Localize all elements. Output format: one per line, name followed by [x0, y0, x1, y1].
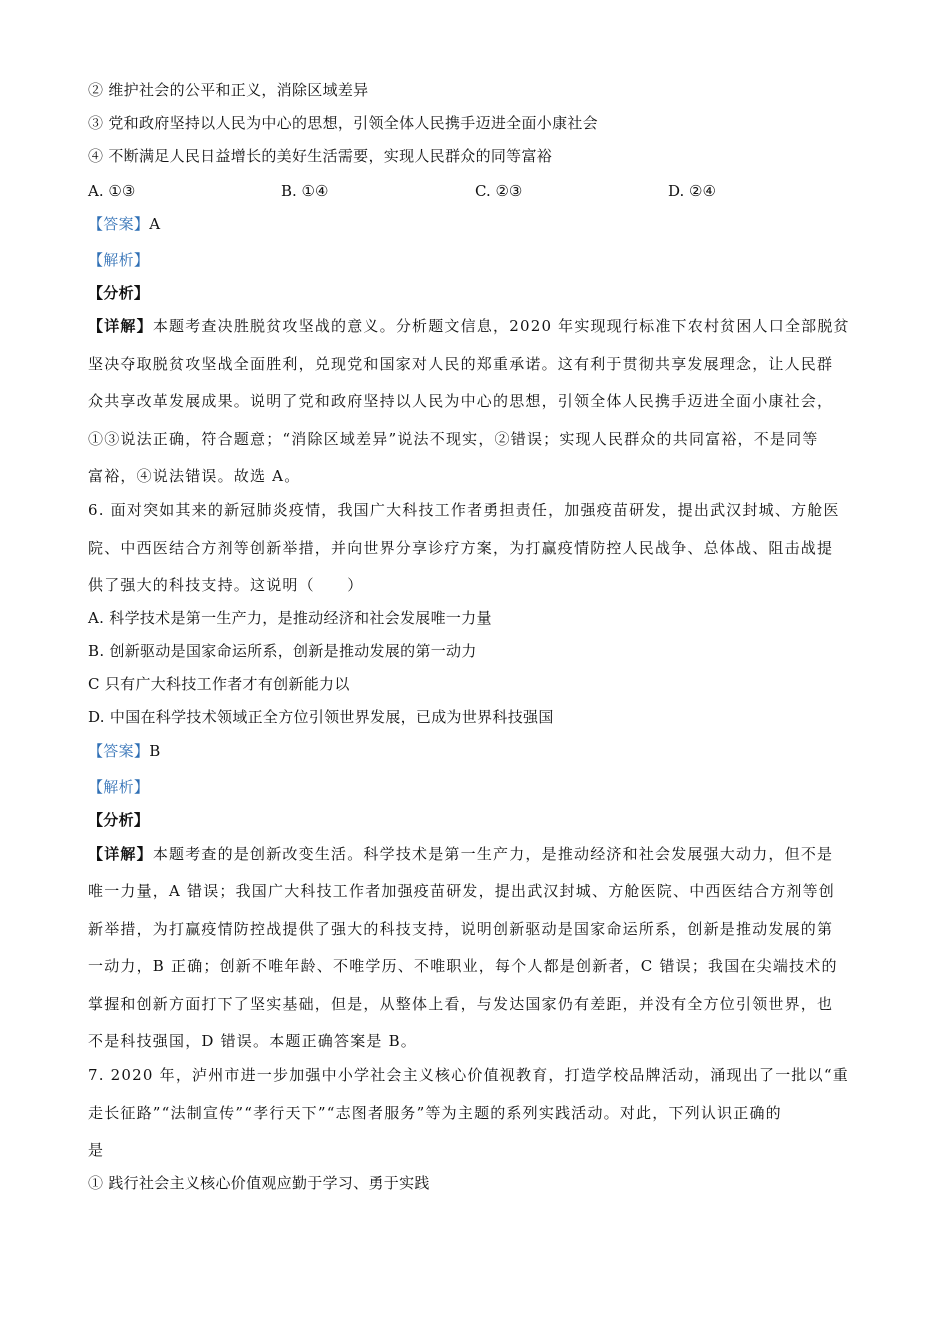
q5-statement-2: ② 维护社会的公平和正义，消除区域差异 [88, 81, 369, 99]
q7-stem-line-1: 7. 2020 年，泸州市进一步加强中小学社会主义核心价值视教育，打造学校品牌活动，涌现出了一批以“重 [88, 1066, 849, 1084]
q5-xiangjie-line-5: 富裕，④说法错误。故选 A。 [88, 467, 301, 485]
q6-option-b: B. 创新驱动是国家命运所系，创新是推动发展的第一动力 [88, 642, 477, 660]
q6-xiangjie-line-4: 一动力，B 正确；创新不唯年龄、不唯学历、不唯职业，每个人都是创新者，C 错误；我国在尖端技术的 [88, 957, 838, 975]
q5-statement-3: ③ 党和政府坚持以人民为中心的思想，引领全体人民携手迈进全面小康社会 [88, 114, 598, 132]
answer-value: B [149, 742, 161, 760]
q5-jiexi-tag: 【解析】 [88, 251, 150, 269]
q5-xiangjie-line-3: 众共享改革发展成果。说明了党和政府坚持以人民为中心的思想，引领全体人民携手迈进全面小康社会， [88, 392, 834, 410]
q6-option-c: C 只有广大科技工作者才有创新能力以 [88, 675, 350, 693]
q6-jiexi-tag: 【解析】 [88, 778, 150, 796]
answer-tag: 【答案】 [88, 742, 150, 760]
q6-xiangjie-line-3: 新举措，为打赢疫情防控战提供了强大的科技支持，说明创新驱动是国家命运所系，创新是推动发展的第 [88, 920, 834, 938]
q5-answer [88, 214, 160, 234]
q7-stem-line-3: 是 [88, 1141, 105, 1159]
xiangjie-tag: 【详解】 [88, 317, 153, 335]
q7-stem-line-2: 走长征路”“法制宣传”“孝行天下”“志图者服务”等为主题的系列实践活动。对此，下列认识正确的 [88, 1104, 782, 1122]
q6-stem-line-1: 6. 面对突如其来的新冠肺炎疫情，我国广大科技工作者勇担责任，加强疫苗研发，提出武汉封城、方舱医 [88, 501, 840, 519]
q5-xiangjie-line-4: ①③说法正确，符合题意；“消除区域差异”说法不现实，②错误；实现人民群众的共同富裕，不是同等 [88, 430, 819, 448]
q5-xiangjie-line-1: 【详解】本题考查决胜脱贫攻坚战的意义。分析题文信息，2020 年实现现行标准下农村贫困人口全部脱贫 [88, 317, 850, 335]
q7-statement-1: ① 践行社会主义核心价值观应勤于学习、勇于实践 [88, 1174, 430, 1192]
q5-option-c: C. ②③ [475, 182, 523, 200]
q6-xiangjie-line-5: 掌握和创新方面打下了坚实基础，但是，从整体上看，与发达国家仍有差距，并没有全方位引领世界，也 [88, 995, 834, 1013]
q5-fenxi-tag: 【分析】 [88, 284, 150, 302]
answer-tag: 【答案】 [88, 215, 150, 233]
q6-fenxi-tag: 【分析】 [88, 811, 150, 829]
q6-stem-line-3: 供了强大的科技支持。这说明（ ） [88, 576, 364, 594]
q5-option-b: B. ①④ [281, 182, 329, 200]
q6-option-a: A. 科学技术是第一生产力，是推动经济和社会发展唯一力量 [88, 609, 492, 627]
q5-statement-4: ④ 不断满足人民日益增长的美好生活需要，实现人民群众的同等富裕 [88, 147, 553, 165]
q6-answer [88, 741, 161, 761]
xiangjie-tag: 【详解】 [88, 845, 153, 863]
q6-xiangjie-line-1: 【详解】本题考查的是创新改变生活。科学技术是第一生产力，是推动经济和社会发展强大动力，但不是 [88, 845, 834, 863]
q6-xiangjie-line-6: 不是科技强国，D 错误。本题正确答案是 B。 [88, 1032, 417, 1050]
q5-option-a: A. ①③ [88, 182, 136, 200]
q5-option-d: D. ②④ [668, 182, 716, 200]
q5-xiangjie-line-2: 坚决夺取脱贫攻坚战全面胜利，兑现党和国家对人民的郑重承诺。这有利于贯彻共享发展理念，让人民群 [88, 355, 834, 373]
answer-value: A [149, 215, 161, 233]
q6-stem-line-2: 院、中西医结合方剂等创新举措，并向世界分享诊疗方案，为打赢疫情防控人民战争、总体战、阻击战提 [88, 539, 834, 557]
q6-xiangjie-line-2: 唯一力量，A 错误；我国广大科技工作者加强疫苗研发，提出武汉封城、方舱医院、中西医结合方剂等创 [88, 882, 836, 900]
q6-option-d: D. 中国在科学技术领域正全方位引领世界发展，已成为世界科技强国 [88, 708, 554, 726]
